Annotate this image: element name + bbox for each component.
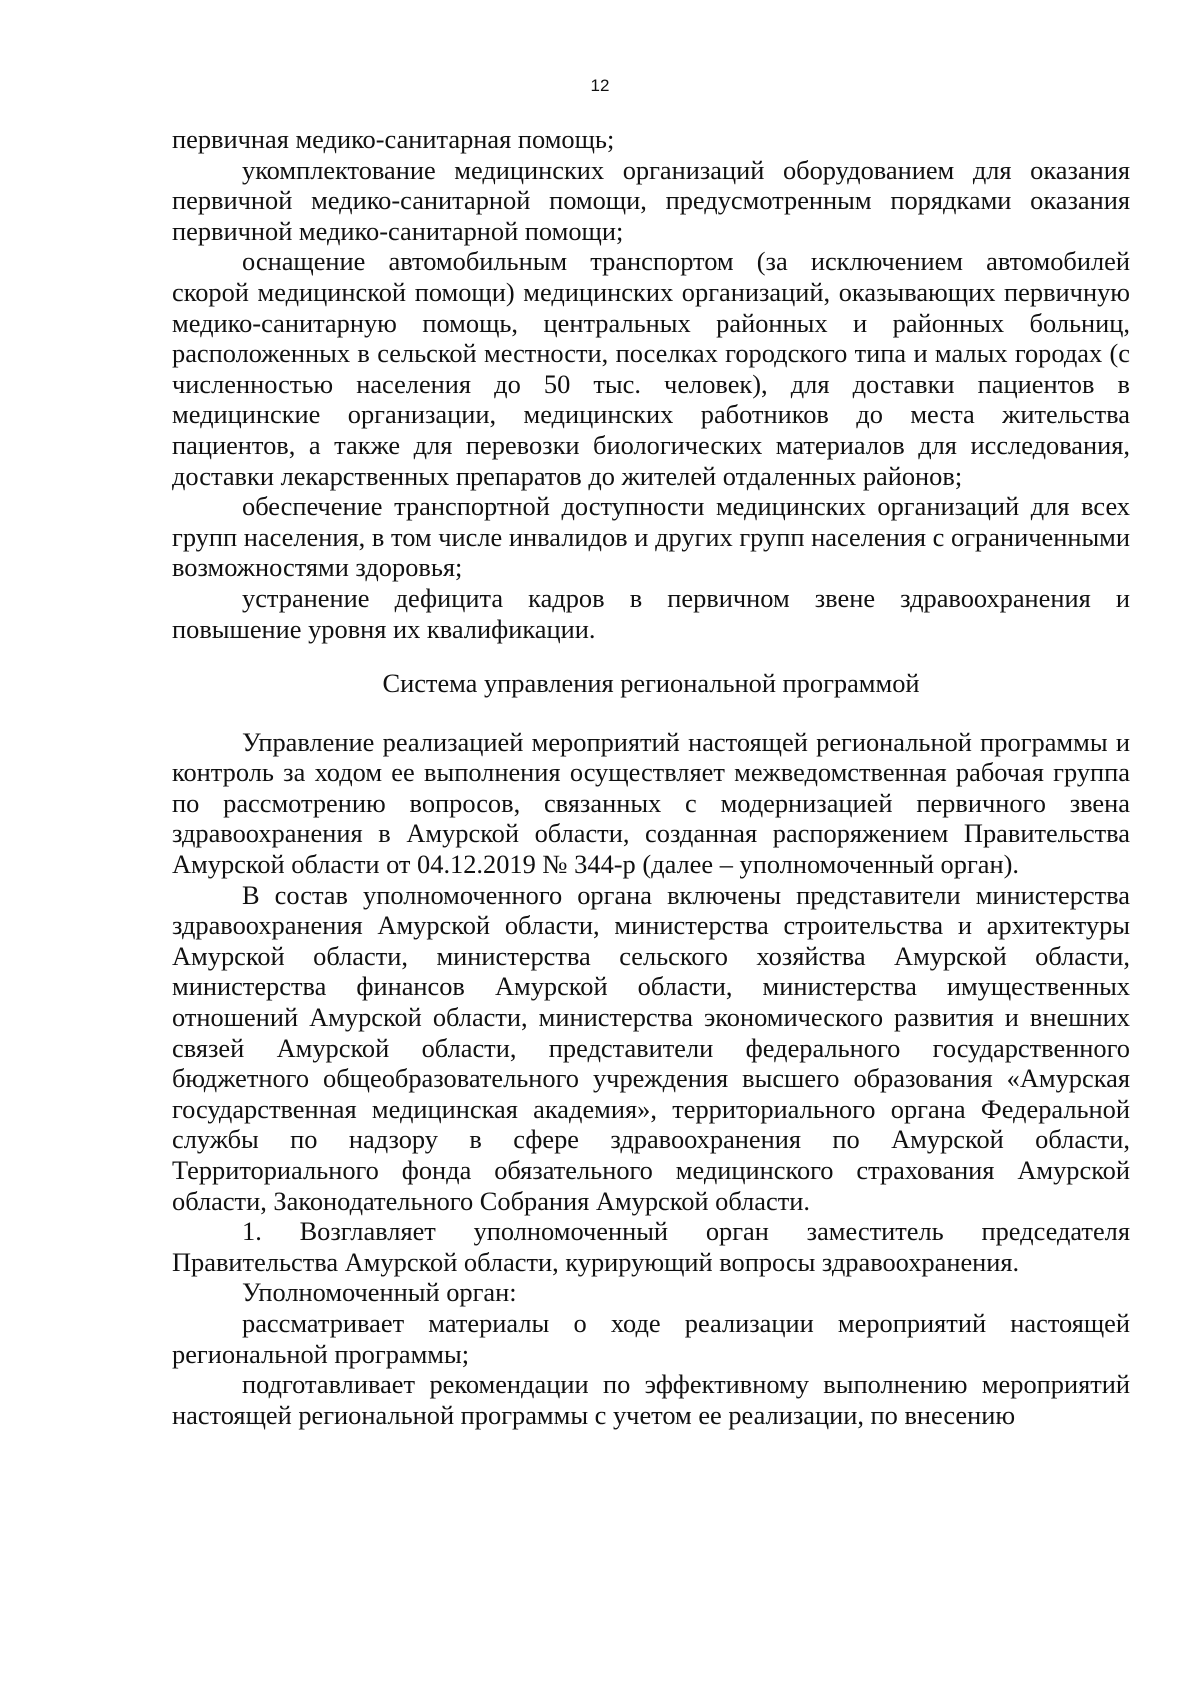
document-body — [172, 124, 1130, 1430]
paragraph-item: рассматривает материалы о ходе реализации мероприятий настоящей региональной программы; — [172, 1307, 1130, 1369]
paragraph-item: укомплектование медицинских организаций оборудованием для оказания первичной медико-санитарной помощи, предусмотренным порядками оказания первичной медико-санитарной помощи; — [172, 154, 1130, 246]
paragraph-item: Управление реализацией мероприятий настоящей региональной программы и контроль за ходом ее выполнения осуществляет межведомственная рабочая группа по рассмотрению вопросов, связанных с модернизацией первичного звена здравоохранения в Амурской области, созданная распоряжением Правительства Амурской области от 04.12.2019 № 344-р (далее – уполномоченный орган). — [172, 726, 1130, 880]
section-heading: Система управления региональной программой — [382, 668, 920, 699]
paragraph-item: Уполномоченный орган: — [242, 1277, 517, 1308]
paragraph-item: оснащение автомобильным транспортом (за исключением автомобилей скорой медицинской помощи) медицинских организаций, оказывающих первичную медико-санитарную помощь, центральных районных и районных больниц, расположенных в сельской местности, поселках городского типа и малых городах (с численностью населения до 50 тыс. человек), для доставки пациентов в медицинские организации, медицинских работников до места жительства пациентов, а также для перевозки биологических материалов для исследования, доставки лекарственных препаратов до жителей отдаленных районов; — [172, 246, 1130, 491]
paragraph-item: первичная медико-санитарная помощь; — [172, 124, 615, 154]
paragraph-item: устранение дефицита кадров в первичном звене здравоохранения и повышение уровня их квалификации. — [172, 582, 1130, 644]
page-number: 12 — [590, 76, 610, 95]
paragraph-item: подготавливает рекомендации по эффективному выполнению мероприятий настоящей региональной программы с учетом ее реализации, по внесению — [172, 1369, 1130, 1430]
paragraph-item: 1. Возглавляет уполномоченный орган заместитель председателя Правительства Амурской области, курирующий вопросы здравоохранения. — [172, 1216, 1130, 1277]
paragraph-item: В состав уполномоченного органа включены представители министерства здравоохранения Амурской области, министерства строительства и архитектуры Амурской области, министерства сельского хозяйства Амурской области, министерства финансов Амурской области, министерства имущественных отношений Амурской области, министерства экономического развития и внешних связей Амурской области, представители федерального государственного бюджетного общеобразовательного учреждения высшего образования «Амурская государственная медицинская академия», территориального органа Федеральной службы по надзору в сфере здравоохранения по Амурской области, Территориального фонда обязательного медицинского страхования Амурской области, Законодательного Собрания Амурской области. — [172, 879, 1130, 1216]
paragraph-item: обеспечение транспортной доступности медицинских организаций для всех групп населения, в том числе инвалидов и других групп населения с ограниченными возможностями здоровья; — [172, 491, 1130, 583]
